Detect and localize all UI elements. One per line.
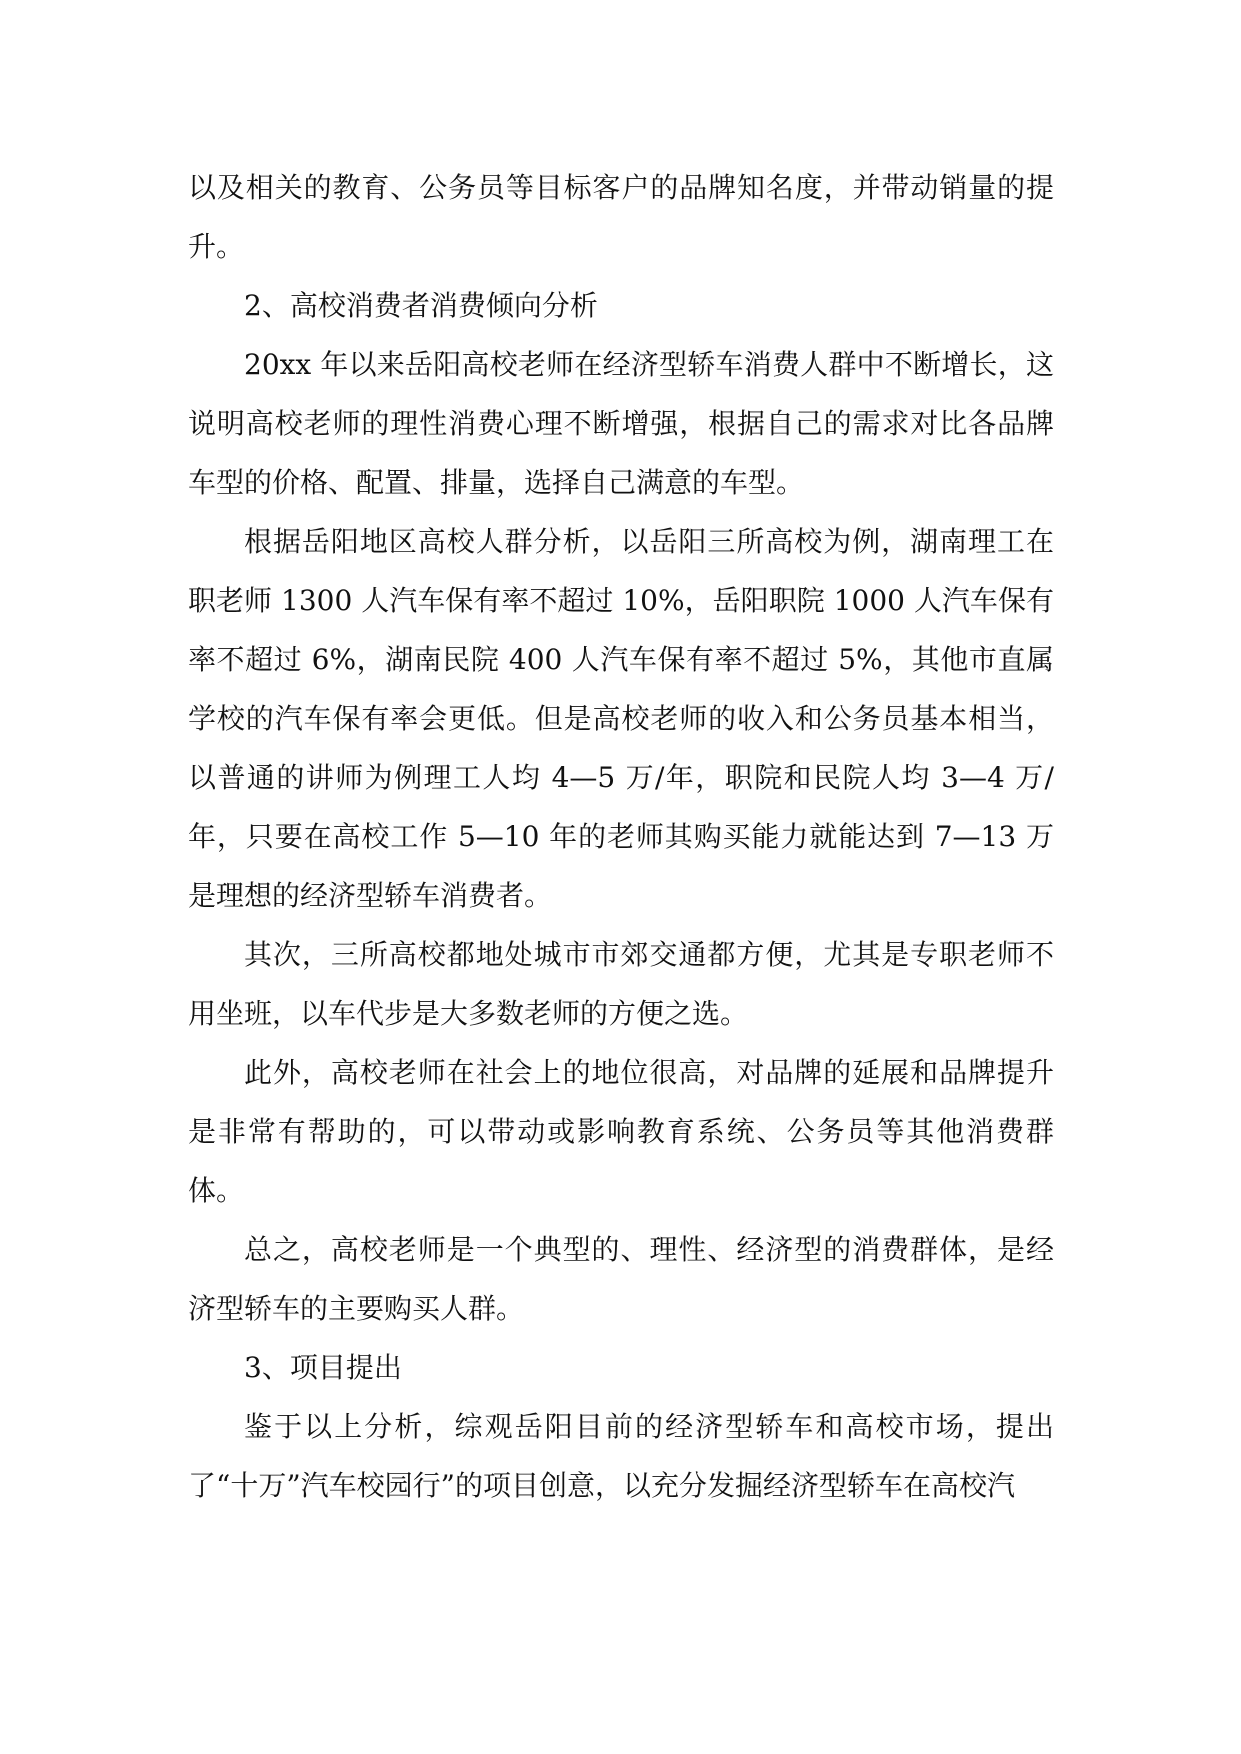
paragraph-brand-awareness: 以及相关的教育、公务员等目标客户的品牌知名度，并带动销量的提升。 <box>188 171 1054 263</box>
section-heading-project-proposal: 3、项目提出 <box>244 1351 402 1384</box>
paragraph-summary: 总之，高校老师是一个典型的、理性、经济型的消费群体，是经济型轿车的主要购买人群。 <box>188 1233 1054 1325</box>
paragraph-project-proposal: 鉴于以上分析，综观岳阳目前的经济型轿车和高校市场，提出了“十万”汽车校园行”的项目创意，以充分发掘经济型轿车在高校汽 <box>188 1410 1054 1502</box>
document-page <box>188 158 1054 1515</box>
paragraph-social-status: 此外，高校老师在社会上的地位很高，对品牌的延展和品牌提升是非常有帮助的，可以带动或影响教育系统、公务员等其他消费群体。 <box>188 1056 1054 1207</box>
section-heading-consumer-analysis: 2、高校消费者消费倾向分析 <box>244 289 598 322</box>
paragraph-consumer-growth: 20xx 年以来岳阳高校老师在经济型轿车消费人群中不断增长，这说明高校老师的理性消费心理不断增强，根据自己的需求对比各品牌车型的价格、配置、排量，选择自己满意的车型。 <box>188 348 1054 499</box>
paragraph-commute: 其次，三所高校都地处城市市郊交通都方便，尤其是专职老师不用坐班，以车代步是大多数老师的方便之选。 <box>188 938 1054 1030</box>
paragraph-university-analysis: 根据岳阳地区高校人群分析，以岳阳三所高校为例，湖南理工在职老师 1300 人汽车保有率不超过 10%，岳阳职院 1000 人汽车保有率不超过 6%，湖南民院 400 人汽车保有率不超过 5%，其他市直属学校的汽车保有率会更低。但是高校老师的收入和公务员基本相当，以普通的讲师为例理工人均 4—5 万/年，职院和民院人均 3—4 万/年，只要在高校工作 5—10 年的老师其购买能力就能达到 7—13 万是理想的经济型轿车消费者。 <box>188 525 1054 912</box>
